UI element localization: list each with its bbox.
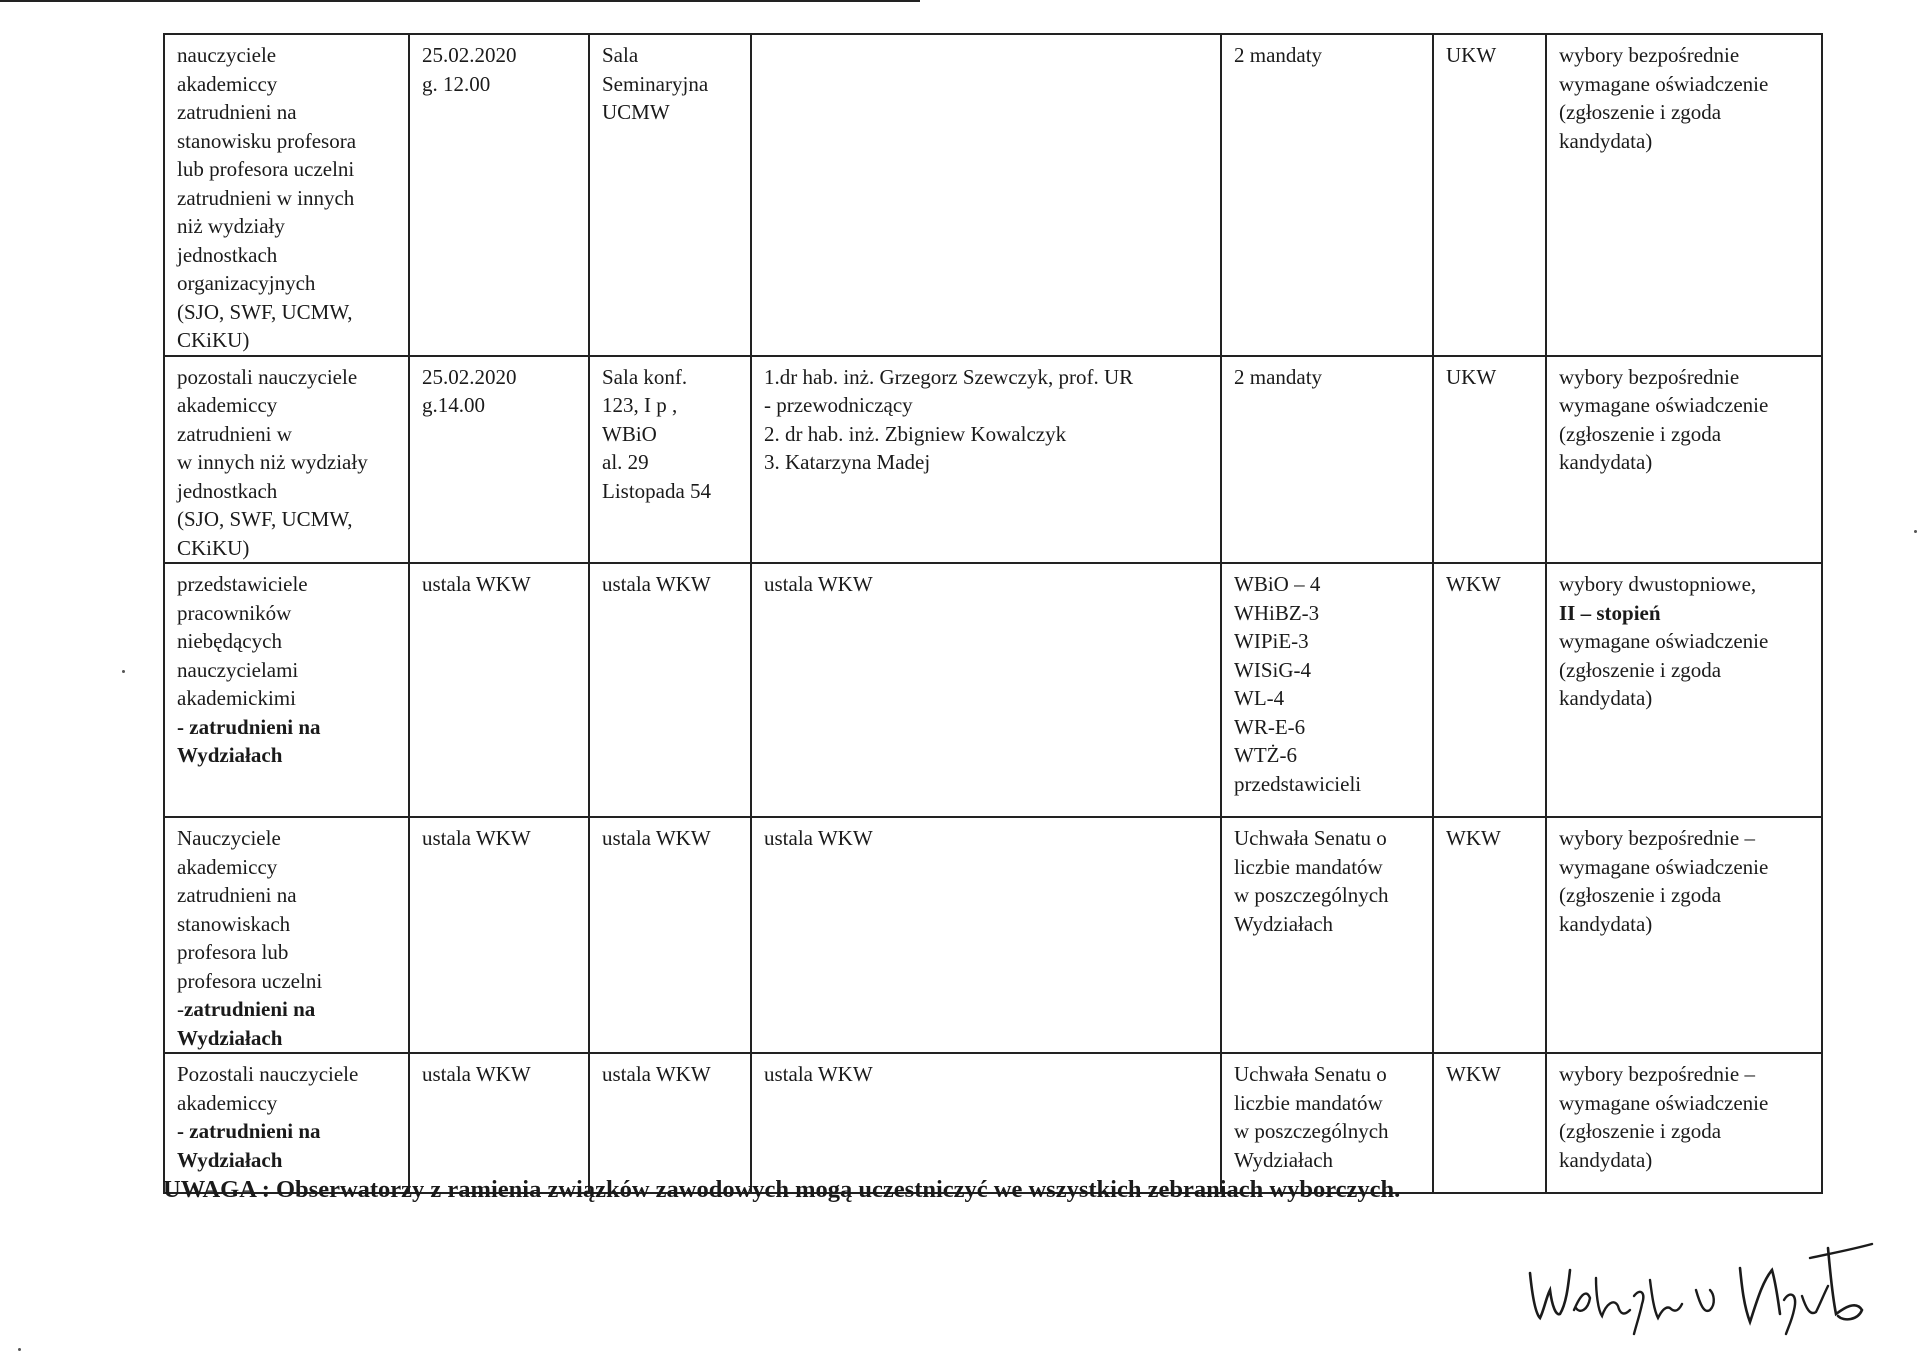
- cell-mode: wybory bezpośrednie wymagane oświadczenie (zgłoszenie i zgoda kandydata): [1546, 356, 1822, 564]
- cell-group: przedstawiciele pracowników niebędących nauczycielami akademickimi - zatrudnieni na Wydziałach: [164, 563, 409, 817]
- cell-place: ustala WKW: [589, 817, 751, 1053]
- table-row: [164, 356, 1822, 564]
- cell-place: Sala konf. 123, I p , WBiO al. 29 Listopada 54: [589, 356, 751, 564]
- election-schedule-table: [163, 33, 1823, 1194]
- cell-date: 25.02.2020 g. 12.00: [409, 34, 589, 356]
- top-rule: [0, 0, 920, 2]
- scan-speck: [1914, 530, 1917, 533]
- cell-place: ustala WKW: [589, 1053, 751, 1193]
- cell-committee: ustala WKW: [751, 817, 1221, 1053]
- scan-speck: [122, 670, 125, 673]
- cell-mandates: 2 mandaty: [1221, 34, 1433, 356]
- cell-place: ustala WKW: [589, 563, 751, 817]
- table-row: [164, 817, 1822, 1053]
- cell-mandates: Uchwała Senatu o liczbie mandatów w poszczególnych Wydziałach: [1221, 1053, 1433, 1193]
- cell-place: Sala Seminaryjna UCMW: [589, 34, 751, 356]
- cell-date: ustala WKW: [409, 563, 589, 817]
- cell-committee: [751, 34, 1221, 356]
- cell-group: nauczyciele akademiccy zatrudnieni na stanowisku profesora lub profesora uczelni zatrudnieni w innych niż wydziały jednostkach organizacyjnych (SJO, SWF, UCMW, CKiKU): [164, 34, 409, 356]
- cell-mandates: Uchwała Senatu o liczbie mandatów w poszczególnych Wydziałach: [1221, 817, 1433, 1053]
- cell-mandates: 2 mandaty: [1221, 356, 1433, 564]
- cell-committee: ustala WKW: [751, 1053, 1221, 1193]
- cell-mandates: WBiO – 4 WHiBZ-3 WIPiE-3 WISiG-4 WL-4 WR-E-6 WTŻ-6 przedstawicieli: [1221, 563, 1433, 817]
- cell-body: WKW: [1433, 563, 1546, 817]
- observer-note: UWAGA : Obserwatorzy z ramienia związków zawodowych mogą uczestniczyć we wszystkich zebraniach wyborczych.: [163, 1176, 1401, 1203]
- cell-body: UKW: [1433, 34, 1546, 356]
- cell-body: WKW: [1433, 817, 1546, 1053]
- cell-committee: ustala WKW: [751, 563, 1221, 817]
- handwritten-signature: [1510, 1218, 1880, 1338]
- cell-group: pozostali nauczyciele akademiccy zatrudnieni w w innych niż wydziały jednostkach (SJO, SWF, UCMW, CKiKU): [164, 356, 409, 564]
- cell-group: Nauczyciele akademiccy zatrudnieni na stanowiskach profesora lub profesora uczelni -zatrudnieni na Wydziałach: [164, 817, 409, 1053]
- scan-speck: [18, 1348, 21, 1351]
- cell-body: UKW: [1433, 356, 1546, 564]
- table-row: [164, 1053, 1822, 1193]
- cell-committee: 1.dr hab. inż. Grzegorz Szewczyk, prof. UR - przewodniczący 2. dr hab. inż. Zbigniew Kowalczyk 3. Katarzyna Madej: [751, 356, 1221, 564]
- cell-mode: wybory bezpośrednie wymagane oświadczenie (zgłoszenie i zgoda kandydata): [1546, 34, 1822, 356]
- cell-date: ustala WKW: [409, 1053, 589, 1193]
- cell-mode: wybory dwustopniowe, II – stopień wymagane oświadczenie (zgłoszenie i zgoda kandydata): [1546, 563, 1822, 817]
- table-row: [164, 563, 1822, 817]
- table-row: [164, 34, 1822, 356]
- cell-mode: wybory bezpośrednie – wymagane oświadczenie (zgłoszenie i zgoda kandydata): [1546, 817, 1822, 1053]
- cell-body: WKW: [1433, 1053, 1546, 1193]
- cell-date: 25.02.2020 g.14.00: [409, 356, 589, 564]
- cell-group: Pozostali nauczyciele akademiccy - zatrudnieni na Wydziałach: [164, 1053, 409, 1193]
- cell-mode: wybory bezpośrednie – wymagane oświadczenie (zgłoszenie i zgoda kandydata): [1546, 1053, 1822, 1193]
- cell-date: ustala WKW: [409, 817, 589, 1053]
